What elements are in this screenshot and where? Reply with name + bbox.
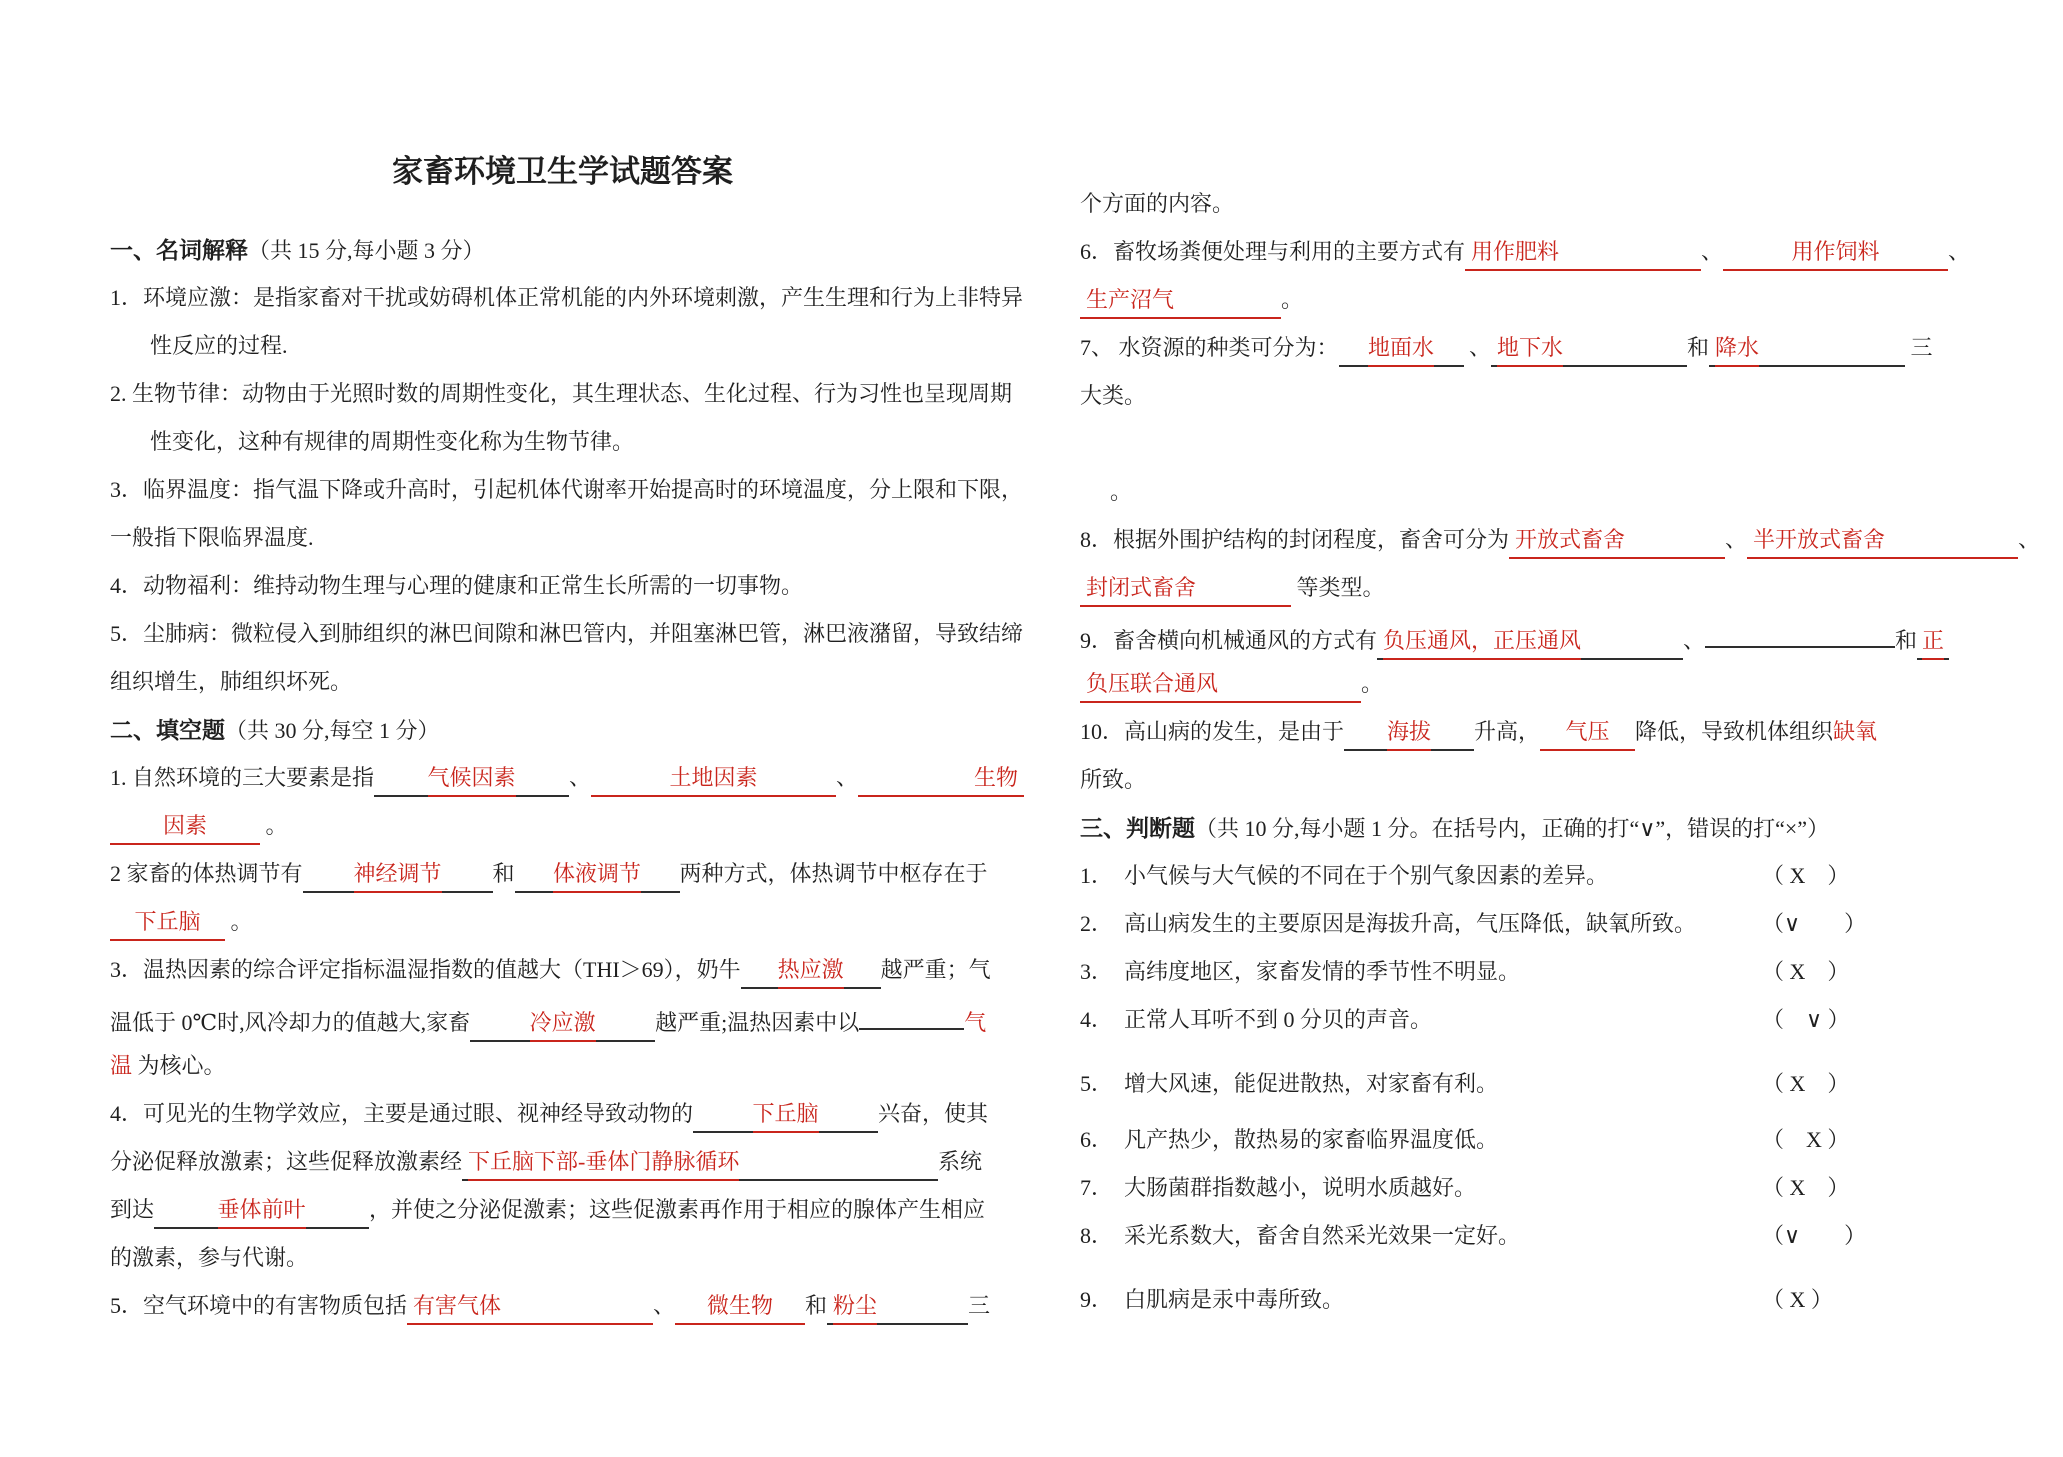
blank-answer-text: 生物 [974, 765, 1019, 790]
text-line [1080, 468, 1965, 516]
blank-answer-text: 冷应激 [530, 1006, 596, 1042]
text-segment: 4． 正常人耳听不到 0 分贝的声音。 [1080, 1007, 1433, 1032]
text-segment: 分泌促释放激素；这些促释放激素经 [110, 1149, 463, 1174]
text-segment: 大类。 [1080, 383, 1147, 408]
blank-answer-text: 下丘脑 [134, 909, 201, 934]
text-line [110, 466, 1024, 514]
blank-answer [407, 1289, 653, 1325]
blank-answer [675, 1289, 805, 1325]
judgement-item [1080, 948, 1965, 996]
text-line [110, 994, 1015, 1042]
text-segment: 两种方式，体热调节中枢存在于 [679, 861, 988, 886]
text-segment: 3． 高纬度地区，家畜发情的季节性不明显。 [1080, 959, 1521, 984]
text-segment: 6． 凡产热少，散热易的家畜临界温度低。 [1080, 1127, 1499, 1152]
blank-answer [859, 994, 964, 1030]
text-line [110, 898, 1015, 946]
column-left [110, 226, 1024, 1330]
text-segment: （共 15 分,每小题 3 分） [248, 238, 485, 263]
text-segment: 。 [260, 813, 288, 838]
text-segment: 缺氧 [1833, 719, 1878, 744]
text-line [1080, 516, 2041, 564]
text-segment: 三 [1905, 335, 1933, 360]
blank-answer [462, 1145, 938, 1181]
column-right [1080, 180, 2041, 1324]
blank-answer-text: 热应激 [778, 953, 844, 989]
text-segment: 和 [1895, 628, 1918, 653]
judgement-item [1080, 852, 1965, 900]
text-segment: 和 [805, 1293, 828, 1318]
text-segment: 1. 自然环境的三大要素是指 [110, 765, 375, 790]
blank-answer-text: 下丘脑下部-垂体门静脉循环 [468, 1145, 739, 1181]
blank-answer-text: 体液调节 [553, 857, 641, 893]
blank-answer-text: 垂体前叶 [218, 1193, 306, 1229]
section-2-header [110, 706, 1015, 754]
blank-answer-text: 半开放式畜舍 [1753, 527, 1886, 552]
blank-answer-text: 地面水 [1368, 331, 1434, 367]
blank-answer [110, 905, 225, 941]
blank-answer-text: 正 [1922, 624, 1944, 660]
blank-answer-text: 气压 [1565, 719, 1610, 744]
text-segment: 为核心。 [132, 1053, 226, 1078]
blank-answer [591, 761, 836, 797]
text-segment: 9． 白肌病是汞中毒所致。 [1080, 1287, 1345, 1312]
blank-answer [1080, 283, 1281, 319]
text-segment: 性反应的过程. [150, 333, 288, 358]
section-3-header [1080, 804, 1965, 852]
text-line [110, 562, 1015, 610]
text-segment: 个方面的内容。 [1080, 191, 1235, 216]
blank-answer [470, 1006, 655, 1042]
text-segment: 3．温热因素的综合评定指标温湿指数的值越大（THI＞69），奶牛 [110, 957, 741, 982]
text-segment: 系统 [938, 1149, 983, 1174]
text-segment: 3．临界温度：指气温下降或升高时，引起机体代谢率开始提高时的环境温度，分上限和下限， [110, 477, 1024, 502]
text-line [110, 850, 1015, 898]
text-segment: 、 [1725, 527, 1748, 552]
blank-answer [1377, 624, 1683, 660]
blank-answer [1709, 331, 1905, 367]
text-segment: 的激素，参与代谢。 [110, 1245, 309, 1270]
judgement-mark: （ ∨ ） [1762, 1007, 1850, 1032]
blank-answer [1540, 715, 1635, 751]
blank-answer [154, 1193, 369, 1229]
text-segment: 8． 采光系数大，畜舍自然采光效果一定好。 [1080, 1223, 1521, 1248]
blank-answer [1080, 571, 1291, 607]
blank-answer [827, 1289, 968, 1325]
text-segment: 2. 生物节律：动物由于光照时数的周期性变化，其生理状态、生化过程、行为习性也呈现周期 [110, 381, 1013, 406]
text-line [110, 610, 1024, 658]
judgement-mark: （∨ ） [1762, 911, 1867, 936]
blank-answer-text: 用作饲料 [1791, 239, 1880, 264]
text-segment: 温低于 0℃时,风冷却力的值越大,家畜 [110, 1010, 471, 1035]
blank-answer [110, 809, 260, 845]
text-segment: 、 [569, 765, 592, 790]
text-segment: 、 [1948, 239, 1971, 264]
text-line [110, 946, 1015, 994]
blank-answer-text: 气候因素 [428, 761, 516, 797]
text-segment: 三 [968, 1293, 991, 1318]
text-line [1080, 756, 1965, 804]
document-title: 家畜环境卫生学试题答案 [392, 154, 733, 189]
blank-answer [1344, 715, 1474, 751]
text-segment: 。 [1361, 671, 1384, 696]
text-segment: 6．畜牧场粪便处理与利用的主要方式有 [1080, 239, 1466, 264]
text-line [1080, 564, 1965, 612]
text-segment: 2． 高山病发生的主要原因是海拔升高，气压降低，缺氧所致。 [1080, 911, 1697, 936]
blank-answer [374, 761, 569, 797]
text-line [110, 370, 1015, 418]
text-segment: 7、 水资源的种类可分为： [1080, 335, 1339, 360]
blank-answer-text: 粉尘 [833, 1289, 877, 1325]
text-line [110, 418, 1015, 466]
text-line [1080, 180, 1965, 228]
text-segment: 一般指下限临界温度. [110, 525, 314, 550]
blank-answer-text: 负压联合通风 [1086, 671, 1219, 696]
text-segment: 5． 增大风速，能促进散热，对家畜有利。 [1080, 1071, 1499, 1096]
text-line [110, 1282, 1015, 1330]
judgement-mark: （ X ） [1762, 1175, 1850, 1200]
text-segment: 组织增生，肺组织坏死。 [110, 669, 353, 694]
text-segment: 10．高山病的发生，是由于 [1080, 719, 1345, 744]
text-line [1080, 228, 1971, 276]
text-line [110, 322, 1015, 370]
judgement-item [1080, 1164, 1965, 1212]
text-line [1080, 276, 1965, 324]
text-segment: 越严重；气 [880, 957, 991, 982]
text-line [110, 754, 1019, 802]
blank-answer-text: 微生物 [707, 1293, 774, 1318]
text-segment: 越严重;温热因素中以 [655, 1010, 860, 1035]
text-segment: 、 [2018, 527, 2041, 552]
blank-answer [1917, 624, 1949, 660]
judgement-mark: （ X ） [1762, 959, 1850, 984]
text-segment: （共 30 分,每空 1 分） [225, 718, 440, 743]
blank-answer [1723, 235, 1948, 271]
text-line [110, 658, 1015, 706]
text-line [110, 514, 1015, 562]
blank-answer [1339, 331, 1464, 367]
judgement-item [1080, 900, 1965, 948]
section-heading: 三、判断题 [1080, 815, 1195, 841]
text-segment: 4．可见光的生物学效应，主要是通过眼、视神经导致动物的 [110, 1101, 694, 1126]
blank-answer-text: 有害气体 [413, 1293, 502, 1318]
blank-answer-text: 海拔 [1387, 715, 1431, 751]
text-segment: 9．畜舍横向机械通风的方式有 [1080, 628, 1378, 653]
blank-answer [741, 953, 881, 989]
text-segment: ，并使之分泌促激素；这些促激素再作用于相应的腺体产生相应 [369, 1197, 986, 1222]
blank-answer [1491, 331, 1687, 367]
text-segment: 、 [836, 765, 859, 790]
text-segment: 、 [653, 1293, 676, 1318]
text-segment: 到达 [110, 1197, 155, 1222]
blank-answer [1747, 523, 2018, 559]
text-segment: 。 [1110, 479, 1133, 504]
text-segment: 兴奋，使其 [878, 1101, 989, 1126]
text-segment: 所致。 [1080, 767, 1147, 792]
blank-answer [1705, 612, 1895, 648]
text-line [1080, 372, 1965, 420]
text-segment: 2 家畜的体热调节有 [110, 861, 303, 886]
judgement-item [1080, 1116, 1965, 1164]
blank-answer-text: 土地因素 [669, 765, 758, 790]
text-segment: 和 [1687, 335, 1710, 360]
text-segment: 5．尘肺病：微粒侵入到肺组织的淋巴间隙和淋巴管内，并阻塞淋巴管，淋巴液潴留，导致结缔 [110, 621, 1024, 646]
blank-answer [303, 857, 493, 893]
judgement-item [1080, 1060, 1965, 1108]
text-segment: 8．根据外围护结构的封闭程度，畜舍可分为 [1080, 527, 1510, 552]
blank-answer-text: 因素 [162, 813, 207, 838]
text-segment: 7． 大肠菌群指数越小，说明水质越好。 [1080, 1175, 1477, 1200]
text-segment: 5．空气环境中的有害物质包括 [110, 1293, 408, 1318]
text-segment: 性变化，这种有规律的周期性变化称为生物节律。 [150, 429, 635, 454]
blank-answer-text: 生产沼气 [1086, 287, 1175, 312]
text-segment: 1．环境应激：是指家畜对干扰或妨碍机体正常机能的内外环境刺激，产生生理和行为上非特异 [110, 285, 1024, 310]
text-segment: 等类型。 [1291, 575, 1385, 600]
judgement-mark: （ X ） [1762, 863, 1850, 888]
text-line [1080, 660, 1965, 708]
text-segment: 升高， [1474, 719, 1541, 744]
text-segment: 降低，导致机体组织 [1635, 719, 1834, 744]
blank-answer [1465, 235, 1701, 271]
text-line [110, 802, 1015, 850]
blank-answer [1080, 667, 1361, 703]
text-segment: 、 [1683, 628, 1706, 653]
blank-answer-text: 地下水 [1497, 331, 1563, 367]
text-line [1080, 708, 1965, 756]
text-line [110, 1186, 1015, 1234]
blank-answer-text: 降水 [1715, 331, 1759, 367]
text-segment: 4．动物福利：维持动物生理与心理的健康和正常生长所需的一切事物。 [110, 573, 804, 598]
blank-answer [693, 1097, 878, 1133]
text-line [1080, 612, 1965, 660]
judgement-mark: （ X ） [1762, 1287, 1833, 1312]
blank-answer [515, 857, 680, 893]
judgement-mark: （∨ ） [1762, 1223, 1867, 1248]
section-heading: 一、名词解释 [110, 237, 248, 263]
text-segment: 。 [225, 909, 253, 934]
blank-answer-text: 用作肥料 [1471, 239, 1560, 264]
judgement-item [1080, 1276, 1965, 1324]
blank-answer-text: 负压通风，正压通风 [1383, 624, 1581, 660]
text-segment: 1． 小气候与大气候的不同在于个别气象因素的差异。 [1080, 863, 1609, 888]
text-line [110, 1090, 1015, 1138]
text-segment: 。 [1281, 287, 1304, 312]
blank-answer-text: 封闭式畜舍 [1086, 575, 1197, 600]
text-segment: 、 [1701, 239, 1724, 264]
text-segment: 温 [110, 1053, 133, 1078]
blank-answer-text: 下丘脑 [753, 1097, 819, 1133]
text-line [110, 1042, 1015, 1090]
judgement-item [1080, 996, 1965, 1044]
blank-answer-text: 神经调节 [354, 857, 442, 893]
text-segment: 气 [964, 1010, 987, 1035]
text-segment: 和 [492, 861, 515, 886]
blank-answer [1509, 523, 1725, 559]
judgement-mark: （ X ） [1762, 1127, 1850, 1152]
blank-answer [858, 761, 1024, 797]
text-segment: （共 10 分,每小题 1 分。在括号内，正确的打“∨”，错误的打“×”） [1195, 816, 1830, 841]
blank-answer-text: 开放式畜舍 [1515, 527, 1626, 552]
judgement-mark: （ X ） [1762, 1071, 1850, 1096]
text-line [110, 1138, 1015, 1186]
text-segment: 、 [1463, 335, 1492, 360]
text-line [110, 274, 1024, 322]
judgement-item [1080, 1212, 1965, 1260]
text-line [1080, 324, 1965, 372]
section-1-header [110, 226, 1015, 274]
section-heading: 二、填空题 [110, 717, 225, 743]
text-line [110, 1234, 1015, 1282]
